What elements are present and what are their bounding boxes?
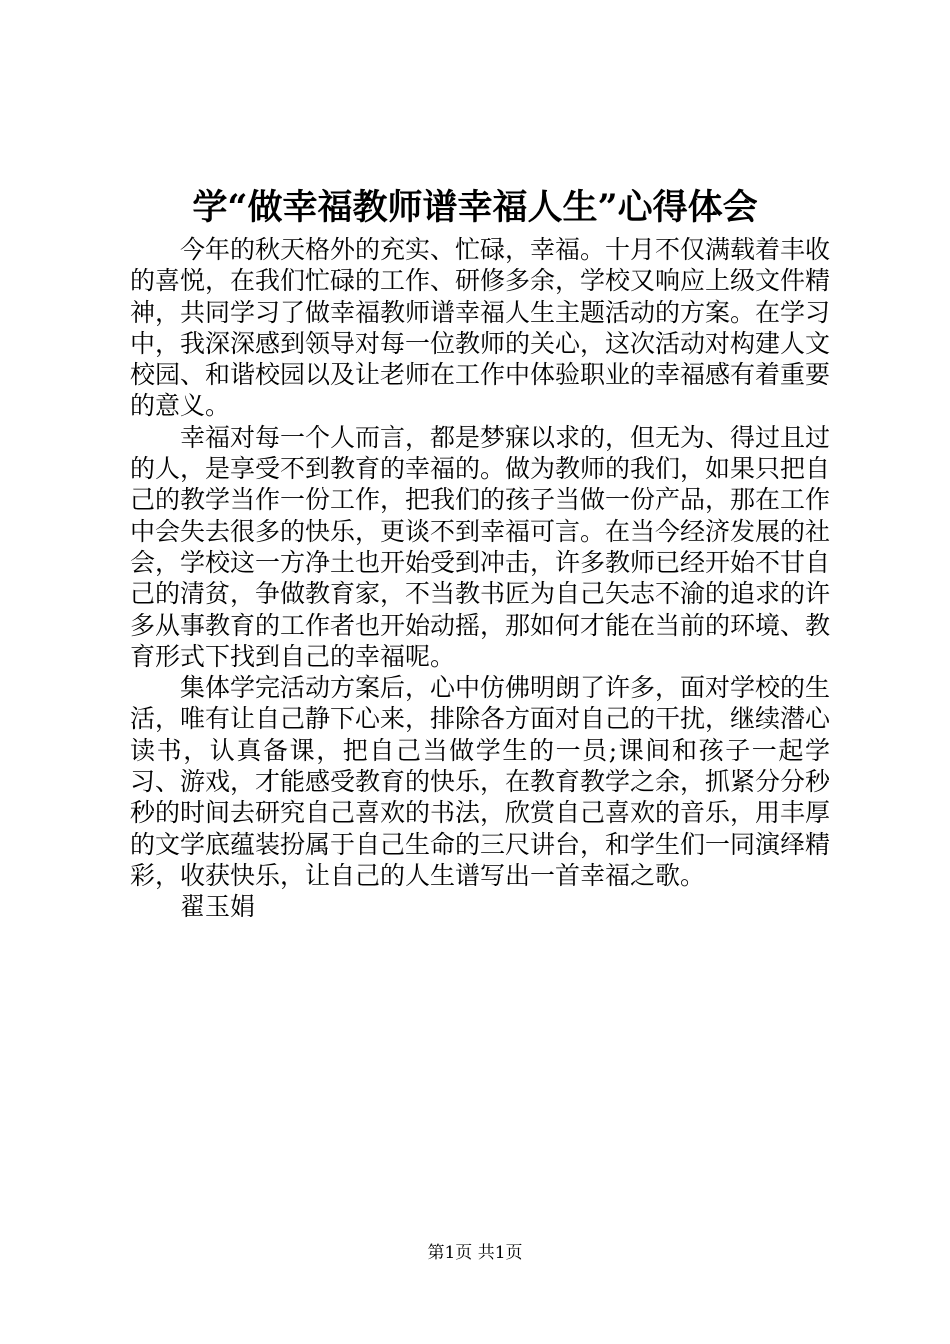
- document-body: [130, 234, 830, 923]
- paragraph-1: 今年的秋天格外的充实、忙碌，幸福。十月不仅满载着丰收的喜悦，在我们忙碌的工作、研修多余，学校又响应上级文件精神，共同学习了做幸福教师谱幸福人生主题活动的方案。在学习中，我深深感到领导对每一位教师的关心，这次活动对构建人文校园、和谐校园以及让老师在工作中体验职业的幸福感有着重要的意义。: [130, 235, 831, 421]
- paragraph-2: 幸福对每一个人而言，都是梦寐以求的，但无为、得过且过的人，是享受不到教育的幸福的。做为教师的我们，如果只把自己的教学当作一份工作，把我们的孩子当做一份产品，那在工作中会失去很多的快乐，更谈不到幸福可言。在当今经济发展的社会，学校这一方净土也开始受到冲击，许多教师已经开始不甘自己的清贫，争做教育家，不当教书匠为自己矢志不渝的追求的许多从事教育的工作者也开始动摇，那如何才能在当前的环境、教育形式下找到自己的幸福呢。: [130, 422, 831, 671]
- document-title: 学“做幸福教师谱幸福人生”心得体会: [192, 187, 758, 228]
- paragraph-3: 集体学完活动方案后，心中仿佛明朗了许多，面对学校的生活，唯有让自己静下心来，排除各方面对自己的干扰，继续潜心读书，认真备课，把自己当做学生的一员;课间和孩子一起学习、游戏，才能感受教育的快乐，在教育教学之余，抓紧分分秒秒的时间去研究自己喜欢的书法，欣赏自己喜欢的音乐，用丰厚的文学底蕴装扮属于自己生命的三尺讲台，和学生们一同演绎精彩，收获快乐，让自己的人生谱写出一首幸福之歌。: [130, 673, 831, 890]
- page-footer: 第1页 共1页: [427, 1243, 523, 1263]
- author-signature: 翟玉娟: [180, 892, 256, 922]
